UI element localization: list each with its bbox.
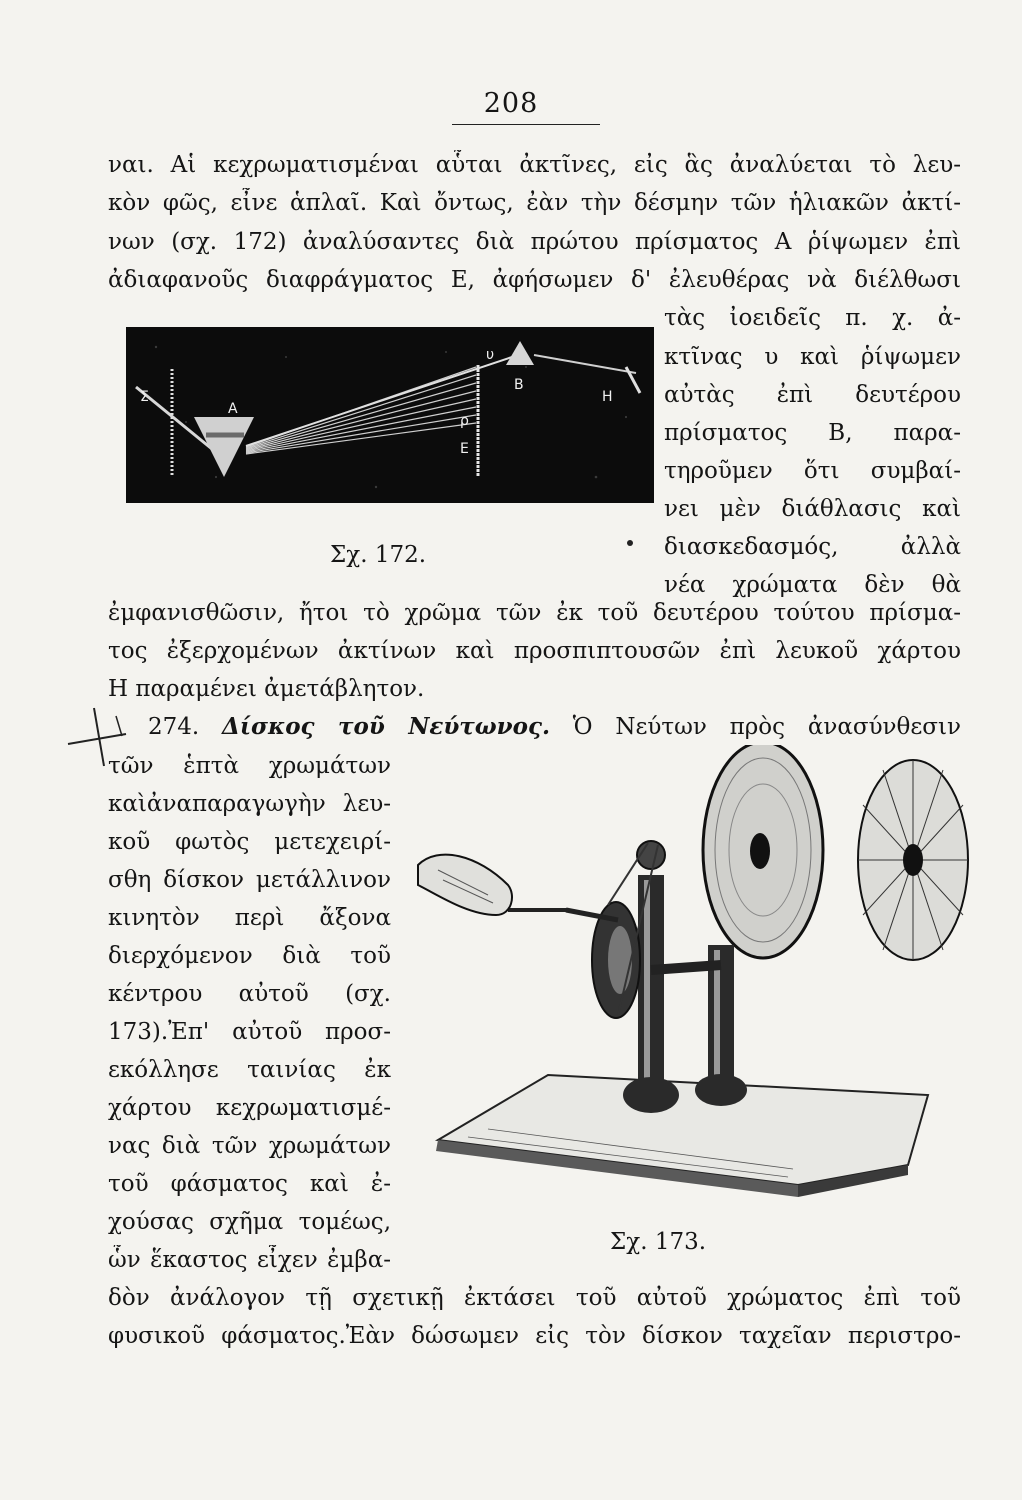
text-line: πρίσματος Β, παρα-: [664, 420, 961, 446]
section-first-line-rest: Ὁ Νεύτων πρὸς ἀνασύνθεσιν: [572, 714, 961, 740]
page-number-rule: [452, 124, 600, 125]
label-e: Ε: [460, 441, 469, 457]
text-line: νων (σχ. 172) ἀναλύσαντες διὰ πρώτου πρίσματος Α ῥίψωμεν ἐπὶ: [108, 229, 961, 255]
text-line: διασκεδασμός, ἀλλὰ: [664, 534, 961, 560]
text-line: σθη δίσκον μετάλλινον: [108, 867, 391, 893]
text-line: τος ἐξερχομένων ἀκτίνων καὶ προσπιπτουσῶν ἐπὶ λευκοῦ χάρτου: [108, 638, 961, 664]
figure-173-newton-disc: [408, 745, 990, 1200]
text-line: χάρτου κεχρωματισμέ-: [108, 1095, 391, 1121]
label-upsilon: υ: [486, 347, 495, 363]
figure-172-caption: Σχ. 172.: [330, 542, 427, 568]
figure-172-prism-diagram: [126, 327, 654, 503]
text-line: ἀδιαφανοῦς διαφράγματος Ε, ἀφήσωμεν δ' ἐλευθέρας νὰ διέλθωσι: [108, 267, 961, 293]
text-line: κέντρου αὐτοῦ (σχ.: [108, 981, 391, 1007]
text-line: διερχόμενον διὰ τοῦ: [108, 943, 391, 969]
text-line: ὧν ἕκαστος εἶχεν ἐμβα-: [108, 1247, 391, 1273]
text-line: ἐμφανισθῶσιν, ἤτοι τὸ χρῶμα τῶν ἐκ τοῦ δευτέρου τούτου πρίσμα-: [108, 600, 961, 626]
text-line: νέα χρώματα δὲν θὰ: [664, 572, 961, 598]
text-line: κτῖνας υ καὶ ῥίψωμεν: [664, 344, 961, 370]
label-b: Β: [514, 377, 524, 393]
text-line: Η παραμένει ἀμετάβλητον.: [108, 676, 425, 702]
text-line: καὶἀναπαραγωγὴν λευ-: [108, 791, 391, 817]
label-a: Α: [228, 401, 238, 417]
text-line: τηροῦμεν ὅτι συμβαί-: [664, 458, 961, 484]
figure-173-caption: Σχ. 173.: [610, 1229, 707, 1255]
text-line: 173).Ἐπ' αὐτοῦ προσ-: [108, 1019, 391, 1045]
label-eta: Η: [602, 389, 613, 405]
text-line: κὸν φῶς, εἶνε ἁπλαῖ. Καὶ ὄντως, ἐὰν τὴν δέσμην τῶν ἡλιακῶν ἀκτί-: [108, 190, 961, 216]
label-sigma: Σ: [140, 389, 149, 405]
text-line: δὸν ἀνάλογον τῇ σχετικῇ ἐκτάσει τοῦ αὐτοῦ χρώματος ἐπὶ τοῦ: [108, 1285, 961, 1311]
text-line: κινητὸν περὶ ἄξονα: [108, 905, 391, 931]
text-line: ναι. Αἱ κεχρωματισμέναι αὗται ἀκτῖνες, εἰς ἃς ἀναλύεται τὸ λευ-: [108, 152, 961, 178]
text-line: χούσας σχῆμα τομέως,: [108, 1209, 391, 1235]
section-title: Δίσκος τοῦ Νεύτωνος.: [222, 713, 550, 740]
text-line: νει μὲν διάθλασις καὶ: [664, 496, 961, 522]
text-line: φυσικοῦ φάσματος.Ἐὰν δώσωμεν εἰς τὸν δίσκον ταχεῖαν περιστρο-: [108, 1323, 961, 1349]
section-number: 274.: [148, 714, 200, 740]
text-line: κοῦ φωτὸς μετεχειρί-: [108, 829, 391, 855]
page-number: 208: [483, 88, 539, 119]
text-line: αὐτὰς ἐπὶ δευτέρου: [664, 382, 961, 408]
text-line: τῶν ἑπτὰ χρωμάτων: [108, 753, 391, 779]
section-heading-line: [148, 712, 961, 742]
text-line: τὰς ἰοειδεῖς π. χ. ἀ-: [664, 305, 961, 331]
text-line: εκόλλησε ταινίας ἐκ: [108, 1057, 391, 1083]
label-rho: ρ: [460, 413, 469, 429]
stray-dot: [627, 540, 633, 546]
text-line: τοῦ φάσματος καὶ ἐ-: [108, 1171, 391, 1197]
text-line: νας διὰ τῶν χρωμάτων: [108, 1133, 391, 1159]
